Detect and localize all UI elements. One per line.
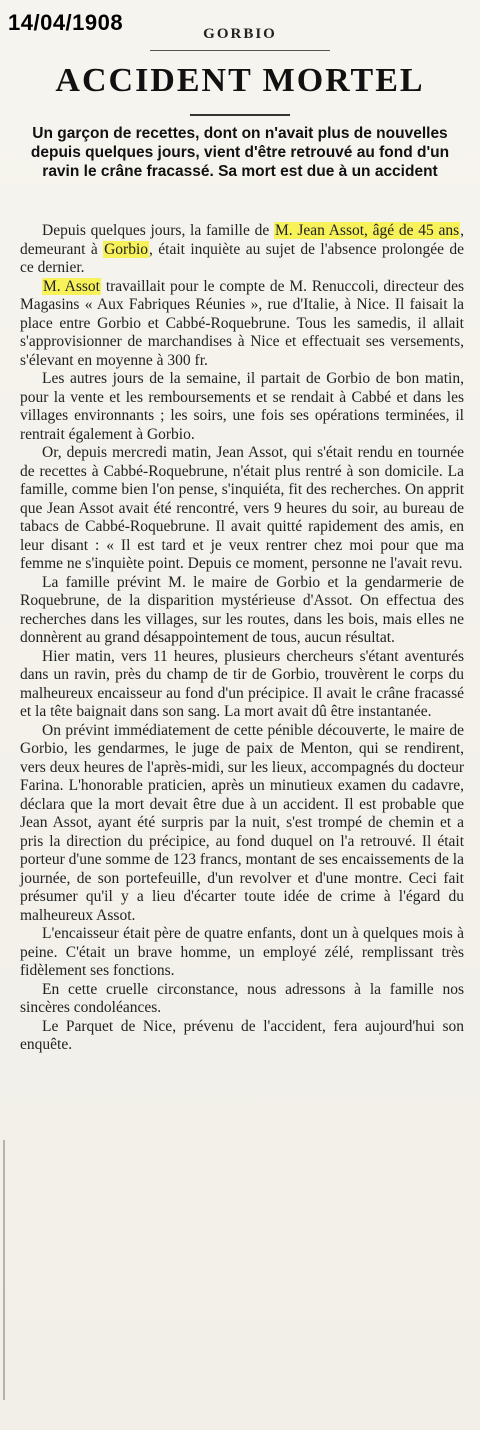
section-divider: [150, 50, 330, 51]
highlighted-name: M. Jean Assot, âgé de 45 ans: [274, 222, 460, 239]
paragraph-2: [20, 278, 464, 371]
paragraph-1-text-c: , était inquiète au sujet de l'absence prolongée de ce dernier.: [20, 240, 464, 276]
paragraph-4: Or, depuis mercredi matin, Jean Assot, qui s'était rendu en tournée de recettes à Cabbé-Roquebrune, n'était plus rentré à son domicile. La famille, comme bien l'on pense, s'inquiéta, fit des recherches. On apprit que Jean Assot avait été rencontré, vers 9 heures du soir, au bureau de tabacs de Cabbé-Roquebrune. Il avait quitté rapidement des amis, en leur disant : « Il est tard et je veux rentrer chez moi pour que ma femme ne s'inquiète point. Depuis ce moment, personne ne l'avait revu.: [20, 444, 464, 572]
section-label: GORBIO: [203, 26, 277, 42]
highlighted-surname: M. Assot: [43, 277, 100, 295]
highlighted-place: Gorbio: [104, 240, 149, 258]
paragraph-2-text: travaillait pour le compte de M. Renuccoli, directeur des Magasins « Aux Fabriques Réunies », rue d'Italie, à Nice. Il faisait la place entre Gorbio et Cabbé-Roquebrune. Tous les samedis, il allait s'approvisionner de marchandises à Nice et effectuait ses versements, s'élevant en moyenne à 300 fr.: [20, 277, 464, 369]
paragraph-7: On prévint immédiatement de cette pénible découverte, le maire de Gorbio, les gendarmes, le juge de paix de Menton, qui se rendirent, vers deux heures de l'après-midi, sur les lieux, accompagnés du docteur Farina. L'honorable praticien, après un minutieux examen du cadavre, déclara que la mort devait être due à un accident. Il est probable que Jean Assot, ayant été surpris par la nuit, s'est trompé de chemin et a pris la direction du précipice, au fond duquel on l'a retrouvé. Il était porteur d'une somme de 123 francs, montant de ses encaissements de la journée, de son portefeuille, d'un revolver et d'une montre. Ceci fait présumer qu'il y a lieu d'écarter toute idée de crime à l'égard du malheureux Assot.: [20, 721, 464, 924]
paragraph-3: Les autres jours de la semaine, il partait de Gorbio de bon matin, pour la vente et les remboursements et se rendait à Cabbé et dans les villages environnants ; les soirs, une fois ses opérations terminées, il rentrait également à Gorbio.: [20, 370, 464, 443]
paragraph-9: En cette cruelle circonstance, nous adressons à la famille nos sincères condoléances.: [20, 980, 464, 1016]
clipping-edge-line: [3, 1140, 5, 1400]
paragraph-8: L'encaisseur était père de quatre enfants, dont un à quelques mois à peine. C'était un brave homme, un employé zélé, remplissant très fidèlement ses fonctions.: [20, 925, 464, 979]
paragraph-10: Le Parquet de Nice, prévenu de l'accident, fera aujourd'hui son enquête.: [20, 1017, 464, 1053]
article-headline: ACCIDENT MORTEL: [55, 62, 425, 99]
date-stamp: 14/04/1908: [8, 10, 124, 35]
article-body: [20, 222, 464, 1055]
article-subhead: Un garçon de recettes, dont on n'avait plus de nouvelles depuis quelques jours, vient d'être retrouvé au fond d'un ravin le crâne fracassé. Sa mort est due à un accident: [30, 125, 450, 180]
paragraph-6: Hier matin, vers 11 heures, plusieurs chercheurs s'étant aventurés dans un ravin, près du champ de tir de Gorbio, trouvèrent le corps du malheureux encaisseur au fond d'un précipice. Il avait le crâne fracassé et la tête baignait dans son sang. La mort avait dû être instantanée.: [20, 647, 464, 720]
headline-divider: [190, 114, 290, 116]
paragraph-1-text-b: , demeurant à: [20, 222, 464, 258]
paragraph-1-text-a: Depuis quelques jours, la famille de: [42, 222, 274, 239]
paragraph-5: La famille prévint M. le maire de Gorbio et la gendarmerie de Roquebrune, de la disparition mystérieuse d'Assot. On effectua des recherches dans les villages, sur les routes, dans les bois, mais elles ne donnèrent au grand désappointement de tous, aucun résultat.: [20, 573, 464, 646]
paragraph-1: [20, 222, 464, 278]
